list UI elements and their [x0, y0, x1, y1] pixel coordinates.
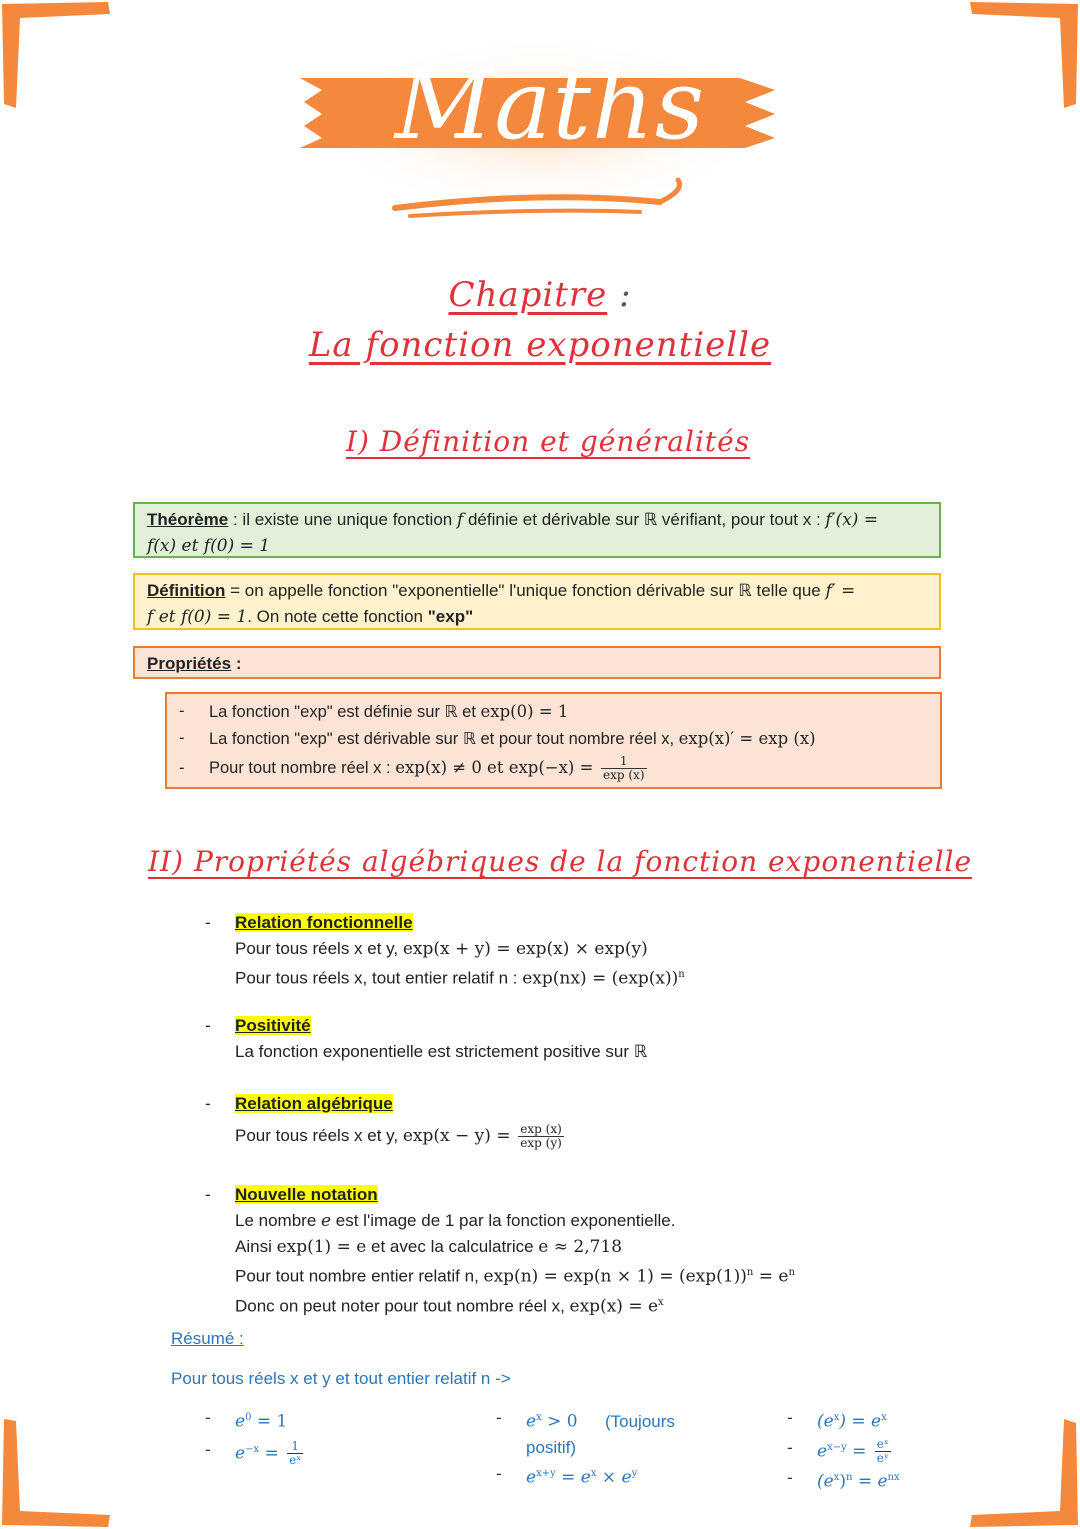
bullet-dash: - — [496, 1408, 502, 1428]
c1-r1-rest: = 1 — [251, 1411, 288, 1432]
list-item — [179, 752, 928, 784]
c3-r3-sup2: n — [845, 1472, 853, 1484]
nn-line1-e: e — [321, 1211, 332, 1231]
logo-text: Maths — [394, 49, 706, 161]
c1-r2-fraction — [287, 1440, 303, 1467]
theorem-eq2: f(x) et f(0) = 1 — [147, 536, 271, 556]
c2-r2-rest2: × e — [596, 1467, 632, 1488]
bullet-dash: - — [205, 1439, 211, 1460]
fraction-denominator: exp (y) — [520, 1136, 562, 1151]
c2-r2-sup3: y — [631, 1467, 638, 1479]
bullet-dash: - — [496, 1463, 502, 1484]
c1-r1-base: e — [235, 1411, 246, 1432]
rf-line1-math: exp(x + y) = exp(x) × exp(y) — [402, 939, 648, 959]
c1-r2-base: e — [235, 1443, 246, 1464]
property1-text: La fonction "exp" est définie sur ℝ et — [209, 703, 481, 721]
property3-math: exp(x) ≠ 0 et exp(−x) = — [395, 758, 594, 777]
fraction-denominator: eʸ — [876, 1451, 889, 1466]
summary-col3 — [787, 1405, 987, 1495]
summary-c1-row1 — [205, 1405, 465, 1435]
logo-banner — [300, 30, 780, 230]
bullet-dash: - — [205, 1185, 211, 1204]
nn-line4-math: exp(x) = e — [569, 1296, 659, 1317]
definition-eq1: f′ = — [825, 581, 856, 601]
chapter-label-text: Chapitre — [448, 275, 608, 315]
nouvelle-notation-title: Nouvelle notation — [235, 1185, 378, 1204]
bullet-dash: - — [205, 1408, 211, 1428]
definition-text-a: = on appelle fonction "exponentielle" l'unique fonction dérivable sur ℝ telle que — [225, 581, 826, 600]
nn-line2-math2: e ≈ 2,718 — [538, 1237, 623, 1257]
property3-fraction — [601, 755, 647, 782]
ra-fraction — [518, 1123, 564, 1150]
c2-r1-note2: positif) — [526, 1437, 577, 1457]
theorem-box — [133, 502, 941, 558]
c2-r2-sup2: x — [590, 1467, 597, 1479]
c3-r2-base: e — [817, 1441, 828, 1462]
c3-r3-sup: x — [833, 1472, 840, 1484]
c2-r1-base: e — [526, 1411, 537, 1432]
c1-r2-sup: −x — [245, 1443, 260, 1455]
c2-r2-rest: = e — [555, 1467, 591, 1488]
list-item — [179, 698, 928, 725]
fraction-numerator: 1 — [287, 1440, 303, 1454]
fraction-denominator: eˣ — [289, 1453, 302, 1468]
bullet-dash: - — [205, 1016, 211, 1035]
section2-heading: II) Propriétés algébriques de la fonction exponentielle — [148, 845, 973, 878]
bullet-dash: - — [205, 1094, 211, 1113]
fraction-numerator: exp (x) — [518, 1123, 564, 1137]
summary-c3-row2 — [787, 1435, 987, 1466]
corner-decoration-top-right — [960, 0, 1080, 120]
nn-line1-a: Le nombre — [235, 1211, 321, 1230]
properties-colon: : — [231, 654, 242, 673]
definition-box — [133, 573, 941, 630]
chapter-colon: : — [607, 275, 632, 315]
positivite-title: Positivité — [235, 1016, 311, 1035]
nn-line2-b: et avec la calculatrice — [366, 1237, 539, 1256]
theorem-label: Théorème — [147, 510, 229, 529]
theorem-eq1: f′(x) = — [825, 510, 879, 530]
positivite-line1: La fonction exponentielle est strictement positive sur ℝ — [235, 1042, 648, 1061]
summary-col2 — [496, 1405, 736, 1490]
chapter-title: La fonction exponentielle — [308, 325, 772, 365]
summary-intro: Pour tous réels x et y et tout entier relatif n -> — [171, 1369, 511, 1388]
c1-r1-sup: 0 — [245, 1412, 252, 1423]
definition-label: Définition — [147, 581, 226, 600]
c3-r3-c: = e — [852, 1471, 888, 1492]
properties-label: Propriétés — [147, 654, 232, 673]
positivite-block — [205, 1013, 965, 1065]
nn-line3-sup1: n — [746, 1267, 754, 1278]
ra-line1-text: Pour tous réels x et y, — [235, 1126, 403, 1145]
c3-r3-a: (e — [817, 1471, 834, 1492]
nn-line4-sup: x — [658, 1296, 664, 1308]
nn-line2-a: Ainsi — [235, 1237, 277, 1256]
property1-math: exp(0) = 1 — [480, 702, 569, 721]
nn-line2-math: exp(1) = e — [276, 1237, 367, 1257]
c3-r2-eq: = — [846, 1441, 867, 1462]
summary-c3-row1 — [787, 1405, 987, 1435]
bullet-dash: - — [787, 1408, 793, 1428]
summary-c2-row1 — [496, 1405, 736, 1461]
c3-r3-b: ) — [839, 1471, 846, 1492]
chapter-label — [0, 272, 1080, 318]
bullet-dash: - — [205, 913, 211, 932]
c2-r1-rest: > 0 — [541, 1411, 578, 1432]
rf-line2-sup: n — [678, 969, 685, 980]
nn-line3-math2: = e — [753, 1266, 789, 1287]
summary-col1 — [205, 1405, 465, 1467]
definition-exp: "exp" — [427, 607, 474, 626]
c3-r1-b: ) = e — [839, 1411, 882, 1432]
ra-line1-math: exp(x − y) = — [402, 1126, 511, 1146]
fraction-numerator: 1 — [601, 755, 647, 769]
c3-r1-sup: x — [833, 1412, 840, 1423]
summary-c1-row2 — [205, 1437, 465, 1468]
relation-algebrique-block — [205, 1091, 965, 1150]
c3-r2-fraction — [875, 1438, 891, 1465]
c2-r1-note: (Toujours — [604, 1411, 675, 1431]
nn-line3-sup2: n — [788, 1267, 795, 1278]
property2-text: La fonction "exp" est dérivable sur ℝ et pour tout nombre réel x, — [209, 730, 679, 748]
relation-fonctionnelle-block — [205, 910, 965, 992]
bullet-dash: - — [787, 1437, 793, 1458]
summary-c3-row3 — [787, 1465, 987, 1495]
bullet-dash: - — [787, 1468, 793, 1489]
properties-label-box — [133, 646, 941, 679]
fraction-numerator: eˣ — [876, 1437, 889, 1452]
corner-decoration-bottom-left — [0, 1409, 120, 1529]
c3-r2-sup: x−y — [827, 1441, 847, 1453]
rf-line2-text: Pour tous réels x, tout entier relatif n : — [235, 968, 523, 988]
nouvelle-notation-block — [205, 1182, 965, 1319]
theorem-text-b: définie et dérivable sur ℝ vérifiant, pour tout x : — [463, 510, 826, 529]
summary-title: Résumé : — [171, 1329, 244, 1348]
nn-line4-a: Donc on peut noter pour tout nombre réel x, — [235, 1296, 570, 1316]
relation-fonctionnelle-title: Relation fonctionnelle — [235, 913, 413, 932]
c2-r2-base: e — [526, 1467, 537, 1488]
section1-heading: I) Définition et généralités — [345, 425, 751, 458]
fraction-denominator: exp (x) — [603, 768, 645, 783]
nn-line1-b: est l'image de 1 par la fonction exponentielle. — [331, 1211, 676, 1230]
summary-c2-row2 — [496, 1461, 736, 1491]
properties-list — [179, 698, 928, 784]
definition-eq2: f et f(0) = 1 — [147, 607, 248, 627]
c2-r2-sup: x+y — [536, 1467, 556, 1479]
c1-r2-eq: = — [259, 1443, 279, 1464]
property2-math: exp(x)′ = exp (x) — [678, 729, 816, 748]
property3-text: Pour tout nombre réel x : — [209, 759, 396, 777]
nn-line3-math: exp(n) = exp(n × 1) = (exp(1)) — [483, 1266, 747, 1287]
theorem-text-a: : il existe une unique fonction — [228, 510, 457, 529]
properties-list-box — [165, 692, 942, 789]
c3-r3-sup3: nx — [887, 1472, 900, 1484]
corner-decoration-top-left — [0, 0, 120, 120]
c2-r1-sup: x — [536, 1412, 542, 1423]
theorem-f: f — [456, 510, 464, 530]
list-item — [179, 725, 928, 752]
nn-line3-a: Pour tout nombre entier relatif n, — [235, 1266, 484, 1286]
c3-r1-sup2: x — [881, 1412, 887, 1423]
rf-line1-text: Pour tous réels x et y, — [235, 939, 403, 958]
c3-r1-a: (e — [817, 1411, 834, 1432]
rf-line2-math: exp(nx) = (exp(x)) — [522, 968, 679, 989]
definition-text-b: . On note cette fonction — [247, 607, 428, 626]
relation-algebrique-title: Relation algébrique — [235, 1094, 393, 1113]
